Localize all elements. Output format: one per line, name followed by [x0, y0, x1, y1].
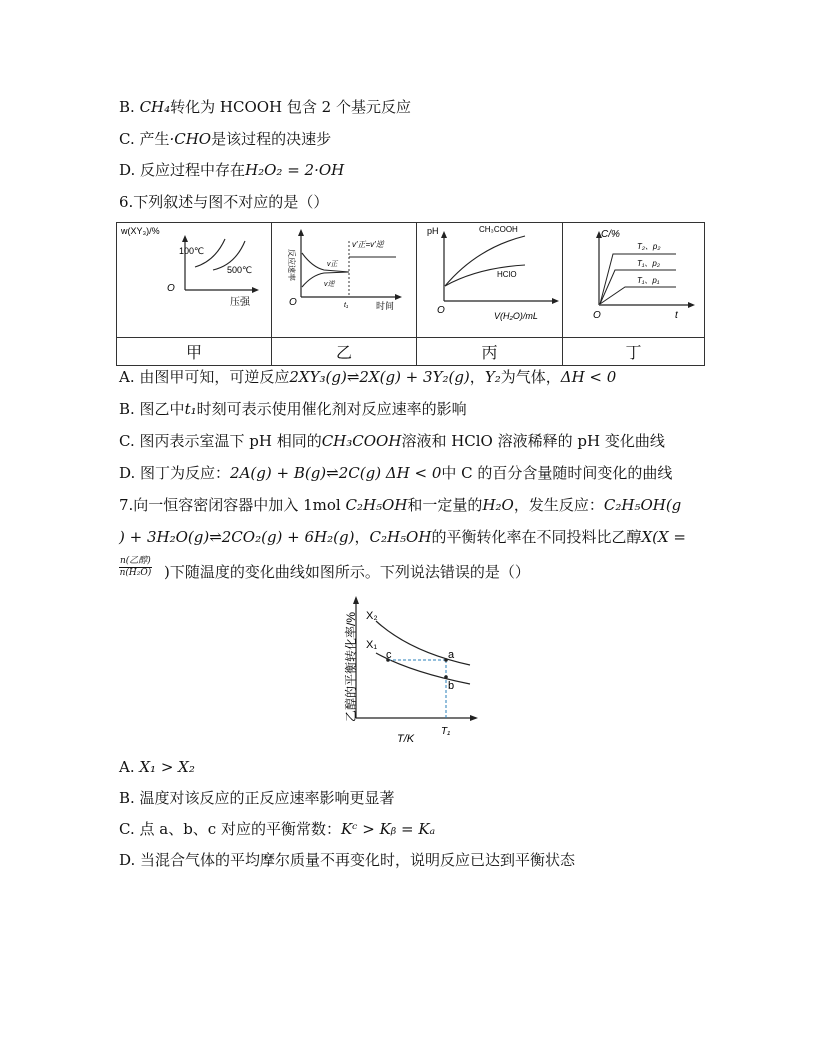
origin-label: O: [167, 283, 175, 294]
q5-option-b: [119, 97, 411, 117]
curve-label: X₁: [366, 639, 378, 651]
formula: ΔH < 0: [381, 464, 442, 482]
stem-text: 的平衡转化率在不同投料比乙醇: [431, 528, 642, 546]
option-prefix: B.: [119, 98, 140, 116]
line-t1-p1: [600, 287, 676, 304]
q6-option-c: [119, 431, 665, 451]
option-text: A.: [119, 758, 140, 776]
origin-label: O: [289, 297, 297, 308]
option-text: C. 点 a、b、c 对应的平衡常数：: [119, 820, 341, 838]
formula: X(X =: [641, 528, 686, 546]
formula: ) + 3H₂O(g)⇌2CO₂(g) + 6H₂(g): [119, 528, 355, 546]
option-text: 是该过程的决速步: [211, 130, 332, 148]
stem-text: ，发生反应：: [513, 496, 604, 514]
formula: H₂O₂ = 2·OH: [245, 161, 345, 179]
formula: 2XY₃(g)⇌2X(g) + 3Y₂(g): [289, 368, 470, 386]
curve-label: 100℃: [179, 246, 205, 256]
axis-label-x: V(H₂O)/mL: [494, 311, 538, 321]
q7-option-c: [119, 819, 435, 839]
q7-conversion-chart: [330, 592, 490, 744]
option-text: 时刻可表示使用催化剂对反应速率的影响: [196, 400, 467, 418]
curve-label: v正: [327, 261, 338, 268]
curve-label: v逆: [324, 281, 335, 288]
option-text: ，: [469, 368, 485, 386]
axis-label-x: 压强: [230, 297, 250, 308]
panel-label-jia: 甲: [117, 338, 272, 366]
axis-label-y: 乙醇的平衡转化率/%: [344, 611, 358, 722]
axis-label-y: C/%: [601, 229, 620, 240]
fraction-numerator: n(乙醇): [120, 556, 151, 566]
q7-option-a: [119, 757, 195, 777]
q7-stem-line2: [119, 527, 686, 547]
option-text: 为气体，: [500, 368, 561, 386]
panel-label-bing: 丙: [417, 338, 563, 366]
stem-text: 7.向一恒容密闭容器中加入 1mol: [119, 496, 346, 514]
q5-option-c: [119, 129, 331, 149]
curve-label: X₂: [366, 610, 378, 622]
point-b: [444, 675, 448, 679]
curve-label: HClO: [497, 270, 517, 279]
q7-option-d: D. 当混合气体的平均摩尔质量不再变化时，说明反应已达到平衡状态: [119, 851, 576, 869]
stem-text: ，: [354, 528, 370, 546]
point-label: c: [386, 649, 392, 661]
q6-option-b: [119, 399, 467, 419]
option-text: A. 由图甲可知，可逆反应: [119, 368, 290, 386]
axis-label-x: t: [675, 310, 678, 321]
axis-label-x: 时间: [376, 301, 395, 311]
formula: Y₂: [484, 368, 501, 386]
tick-label: t₁: [344, 302, 349, 309]
axis-label-y: pH: [427, 226, 439, 236]
formula: C₂H₅OH(g: [603, 496, 682, 514]
q7-option-b: B. 温度对该反应的正反应速率影响更显著: [119, 789, 395, 807]
panel-label-yi: 乙: [272, 338, 417, 366]
option-text: 中 C 的百分含量随时间变化的曲线: [441, 464, 673, 482]
option-text: C. 图丙表示室温下 pH 相同的: [119, 432, 322, 450]
line-label: T₁、p₁: [637, 276, 660, 285]
formula: H₂O: [482, 496, 514, 514]
origin-label: O: [593, 310, 601, 321]
figure-jia: [117, 223, 272, 338]
formula: CH₄: [139, 98, 171, 116]
figure-bing: [417, 223, 563, 338]
formula: C₂H₅OH: [345, 496, 408, 514]
line-label: T₁、p₂: [637, 259, 660, 268]
stem-text: 和一定量的: [407, 496, 483, 514]
formula: ΔH < 0: [560, 368, 617, 386]
curve-label: 500℃: [227, 265, 253, 275]
option-text: 溶液和 HClO 溶液稀释的 pH 变化曲线: [401, 432, 665, 450]
curve-v-forward: [302, 253, 349, 272]
q5-option-d: [119, 160, 344, 180]
q6-option-d: [119, 463, 672, 483]
formula: t₁: [184, 400, 197, 418]
option-prefix: C. 产生: [119, 130, 170, 148]
panel-label-ding: 丁: [563, 338, 705, 366]
axis-label-y: w(XY₃)/%: [121, 226, 160, 236]
option-text: B. 图乙中: [119, 400, 185, 418]
fraction-denominator: n(H₂O): [119, 568, 152, 578]
formula: CH₃COOH: [321, 432, 402, 450]
q6-figure-table: [116, 222, 705, 366]
point-label: a: [448, 649, 455, 661]
formula: Kᶜ > Kᵦ = Kₐ: [340, 820, 436, 838]
q7-stem-line3: )下随温度的变化曲线如图所示。下列说法错误的是（）: [164, 563, 530, 581]
formula: C₂H₅OH: [369, 528, 432, 546]
figure-yi: [272, 223, 417, 338]
formula: X₁ > X₂: [139, 758, 195, 776]
formula: ·CHO: [169, 130, 212, 148]
axis-label-y: 反应速率: [287, 249, 296, 281]
q6-stem: 6.下列叙述与图不对应的是（）: [119, 193, 329, 211]
option-prefix: D. 反应过程中存在: [119, 161, 246, 179]
origin-label: O: [437, 305, 445, 316]
ratio-fraction: [119, 556, 152, 579]
tick-label: T₁: [441, 726, 451, 737]
formula: 2A(g) + B(g)⇌2C(g): [230, 464, 382, 482]
line-label: T₂、p₂: [637, 242, 661, 251]
option-text: 转化为 HCOOH 包含 2 个基元反应: [170, 98, 411, 116]
line-label: v′正=v′逆: [352, 240, 384, 249]
q7-stem-line1: [119, 495, 681, 515]
figure-ding: [563, 223, 705, 338]
option-text: D. 图丁为反应：: [119, 464, 231, 482]
q6-option-a: [119, 367, 616, 387]
curve-label: CH₃COOH: [479, 225, 518, 234]
axis-label-x: T/K: [397, 733, 415, 744]
point-label: b: [448, 680, 455, 692]
